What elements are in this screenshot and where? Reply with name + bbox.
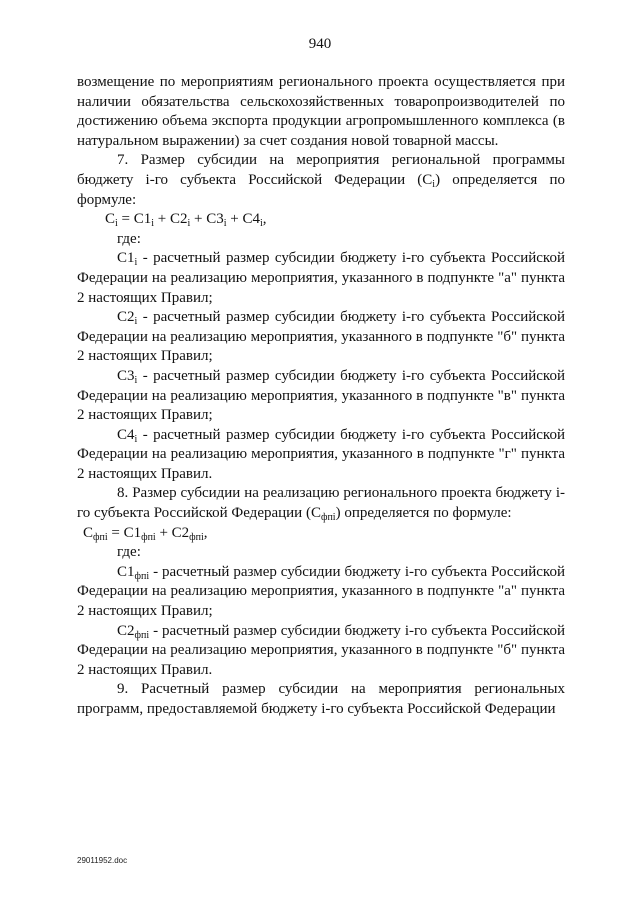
definition-c2-fp: $C2_{фпi}$ - расчетный размер субсидии бюджету i-го субъекта Российской Федерации на реализацию мероприятия, указанного в подпункте "б" пункта 2 настоящих Правил. (77, 622, 565, 678)
paragraph-8: 8. Размер субсидии на реализацию регионального проекта бюджету i-го субъекта Российской Федерации $(C_{фпi})$ определяется по формуле: (77, 485, 565, 524)
document-body (77, 73, 565, 720)
definition-c1: $C1_i$ - расчетный размер субсидии бюджету i-го субъекта Российской Федерации на реализацию мероприятия, указанного в подпункте "а" пункта 2 настоящих Правил; (77, 250, 565, 306)
definition-c1-fp: $C1_{фпi}$ - расчетный размер субсидии бюджету i-го субъекта Российской Федерации на реализацию мероприятия, указанного в подпункте "а" пункта 2 настоящих Правил; (77, 563, 565, 620)
where-label-1: где: (117, 230, 141, 247)
formula-ci: $C_i = C1_i + C2_i + C3_i + C4_i$, (105, 211, 267, 230)
formula-cfpi: $C_{фпi} = C1_{фпi} + C2_{фпi}$, (83, 524, 208, 543)
paragraph-7: 7. Размер субсидии на мероприятия региональной программы бюджету i-го субъекта Российской Федерации $(C_i)$ определяется по формуле: (77, 152, 566, 208)
definition-c4: $C4_i$ - расчетный размер субсидии бюджету i-го субъекта Российской Федерации на реализацию мероприятия, указанного в подпункте "г" пункта 2 настоящих Правил. (77, 426, 565, 482)
where-label-2: где: (117, 544, 141, 561)
paragraph-intro: возмещение по мероприятиям регионального проекта осуществляется при наличии обязательства сельскохозяйственных товаропроизводителей по достижению объема экспорта продукции агропромышленного комплекса (в натуральном выражении) за счет создания новой товарной массы. (77, 74, 565, 149)
footer-filename: 29011952.doc (77, 856, 128, 865)
definition-c2: $C2_i$ - расчетный размер субсидии бюджету i-го субъекта Российской Федерации на реализацию мероприятия, указанного в подпункте "б" пункта 2 настоящих Правил; (77, 309, 565, 365)
page-number: 940 (308, 36, 332, 52)
definition-c3: $C3_i$ - расчетный размер субсидии бюджету i-го субъекта Российской Федерации на реализацию мероприятия, указанного в подпункте "в" пункта 2 настоящих Правил; (77, 367, 565, 424)
paragraph-9: 9. Расчетный размер субсидии на мероприятия региональных программ, предоставляемой бюджету i-го субъекта Российской Федерации (77, 681, 565, 717)
